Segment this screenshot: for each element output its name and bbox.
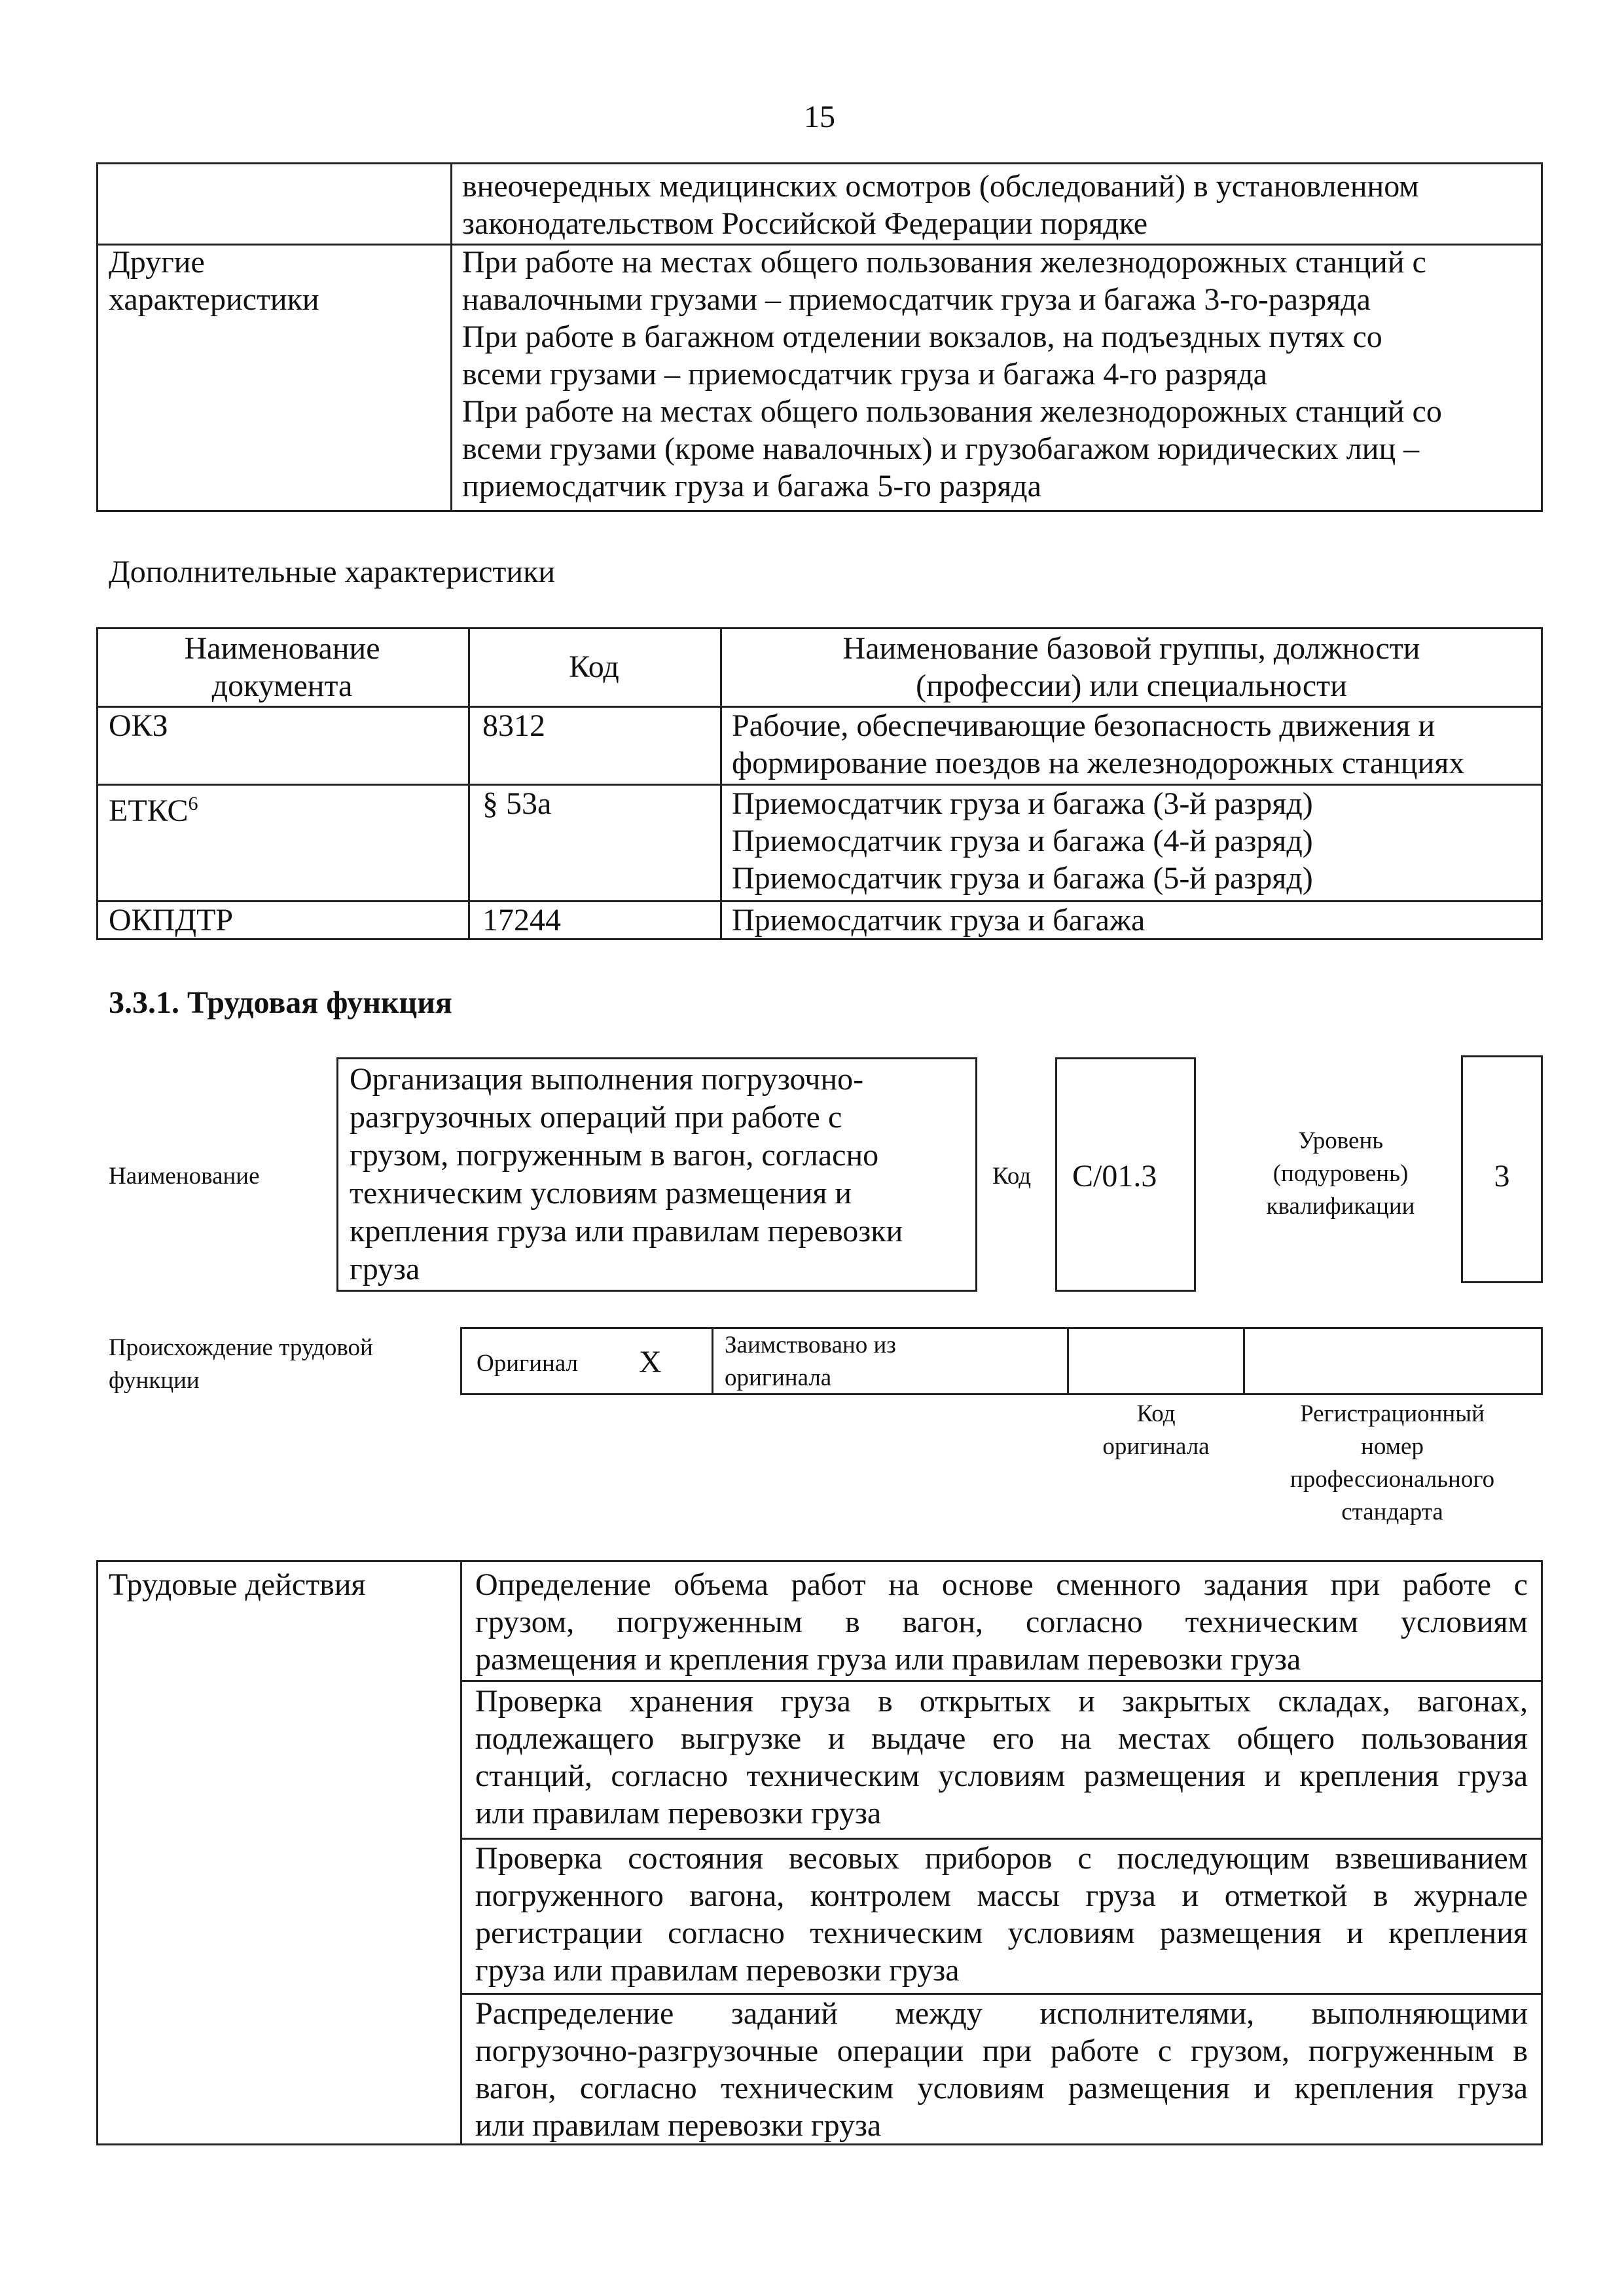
text-line: оригинала bbox=[1102, 1433, 1210, 1460]
text-line: Проверка состояния весовых приборов с последующим взвешиванием bbox=[475, 1841, 1528, 1876]
text-line: Приемосдатчик груза и багажа (4-й разряд) bbox=[732, 824, 1313, 858]
action-item bbox=[475, 1683, 1528, 1832]
row-doc: ОКПДТР bbox=[109, 903, 234, 938]
action-item bbox=[475, 1995, 1528, 2144]
text-line: погрузочно-разгрузочные операции при работе с грузом, погруженным в bbox=[475, 2033, 1528, 2068]
level-label bbox=[1244, 1125, 1437, 1223]
text-line: погруженного вагона, контролем массы груза и отметкой в журнале bbox=[475, 1878, 1528, 1913]
text-line: При работе в багажном отделении вокзалов, на подъездных путях со bbox=[462, 319, 1382, 354]
column-divider bbox=[450, 162, 452, 512]
text-line: При работе на местах общего пользования железнодорожных станций с bbox=[462, 245, 1426, 280]
text-line: приемосдатчик груза и багажа 5-го разряда bbox=[462, 469, 1041, 503]
origin-table bbox=[460, 1327, 1543, 1395]
section-title: 3.3.1. Трудовая функция bbox=[109, 985, 452, 1020]
code-value: C/01.3 bbox=[1072, 1159, 1157, 1194]
original-code-caption bbox=[1067, 1398, 1245, 1463]
text-line: Наименование базовой группы, должности bbox=[842, 631, 1420, 666]
text-line: или правилам перевозки груза bbox=[475, 1796, 882, 1831]
action-item bbox=[475, 1566, 1528, 1678]
column-divider bbox=[1067, 1327, 1069, 1395]
text-line: разгрузочных операций при работе с bbox=[350, 1100, 842, 1135]
original-label: Оригинал bbox=[477, 1350, 579, 1377]
text-line: Регистрационный bbox=[1300, 1400, 1485, 1427]
text-line: всеми грузами – приемосдатчик груза и багажа 4-го разряда bbox=[462, 357, 1267, 392]
text-line: профессионального bbox=[1290, 1466, 1495, 1493]
original-mark: X bbox=[639, 1345, 662, 1379]
text-line: груза или правилам перевозки груза bbox=[475, 1953, 960, 1988]
text-line: грузом, погруженным в вагон, согласно техническим условиям bbox=[475, 1605, 1528, 1639]
text-line: регистрации согласно техническим условиям размещения и крепления bbox=[475, 1916, 1528, 1950]
column-divider bbox=[460, 1560, 462, 2145]
footnote-mark: 6 bbox=[188, 793, 198, 814]
row-doc bbox=[109, 785, 198, 829]
text-line: Приемосдатчик груза и багажа (5-й разряд) bbox=[732, 861, 1313, 896]
text-line: Определение объема работ на основе сменного задания при работе с bbox=[475, 1567, 1528, 1602]
code-label: Код bbox=[992, 1163, 1032, 1190]
row-divider bbox=[460, 1680, 1543, 1682]
text-line: формирование поездов на железнодорожных станциях bbox=[732, 746, 1465, 780]
name-value bbox=[350, 1061, 903, 1288]
text-line: Приемосдатчик груза и багажа (3-й разряд) bbox=[732, 786, 1313, 821]
text-line: (профессии) или специальности bbox=[916, 668, 1347, 703]
other-characteristics-text bbox=[462, 244, 1442, 505]
text-line: Распределение заданий между исполнителями, выполняющими bbox=[475, 1996, 1528, 2031]
row-name bbox=[732, 785, 1313, 897]
text-line: документа bbox=[211, 668, 353, 703]
text-line: функции bbox=[109, 1367, 200, 1394]
page-number: 15 bbox=[804, 100, 835, 134]
text-line: Приемосдатчик груза и багажа bbox=[732, 903, 1146, 938]
borrowed-label bbox=[725, 1329, 896, 1394]
text-line: номер bbox=[1361, 1433, 1424, 1460]
row-doc: ОКЗ bbox=[109, 708, 168, 743]
additional-characteristics-title: Дополнительные характеристики bbox=[109, 555, 556, 589]
other-characteristics-label bbox=[109, 244, 319, 318]
text-line: Уровень bbox=[1297, 1127, 1384, 1154]
text-line: Другие bbox=[109, 245, 205, 280]
text-line: стандарта bbox=[1341, 1499, 1443, 1525]
registration-number-caption bbox=[1263, 1398, 1521, 1529]
doc-name: ЕТКС bbox=[109, 793, 189, 828]
text-line: Заимствовано из bbox=[725, 1332, 896, 1358]
column-divider bbox=[712, 1327, 713, 1395]
text-line: (подуровень) bbox=[1272, 1160, 1409, 1187]
row-name bbox=[732, 902, 1145, 939]
text-line: Организация выполнения погрузочно- bbox=[350, 1062, 864, 1097]
text-line: Наименование bbox=[184, 631, 380, 666]
origin-label bbox=[109, 1332, 373, 1397]
text-line: всеми грузами (кроме навалочных) и грузобагажом юридических лиц – bbox=[462, 431, 1420, 466]
row-name bbox=[732, 707, 1464, 782]
text-line: Код bbox=[569, 649, 619, 684]
row-code: § 53а bbox=[482, 786, 552, 821]
text-line: груза bbox=[350, 1252, 420, 1286]
text-line: Код bbox=[1136, 1400, 1176, 1427]
row-code: 17244 bbox=[482, 903, 561, 938]
column-divider bbox=[1243, 1327, 1245, 1395]
text-line: станций, согласно техническим условиям размещения и крепления груза bbox=[475, 1758, 1528, 1793]
text-line: При работе на местах общего пользования железнодорожных станций со bbox=[462, 394, 1442, 429]
level-value: 3 bbox=[1494, 1159, 1510, 1194]
text-line: Происхождение трудовой bbox=[109, 1334, 373, 1361]
text-line: грузом, погруженным в вагон, согласно bbox=[350, 1138, 879, 1173]
action-item bbox=[475, 1840, 1528, 1989]
medical-exam-text bbox=[462, 168, 1419, 242]
header-group-name bbox=[720, 630, 1543, 704]
header-code bbox=[468, 648, 720, 685]
text-line: законодательством Российской Федерации порядке bbox=[462, 206, 1147, 241]
row-code: 8312 bbox=[482, 708, 545, 743]
text-line: оригинала bbox=[725, 1364, 832, 1391]
header-document bbox=[96, 630, 468, 704]
text-line: квалификации bbox=[1266, 1193, 1415, 1220]
text-line: характеристики bbox=[109, 282, 319, 317]
text-line: крепления груза или правилам перевозки bbox=[350, 1214, 903, 1248]
text-line: вагон, согласно техническим условиям размещения и крепления груза bbox=[475, 2071, 1528, 2105]
actions-label: Трудовые действия bbox=[109, 1567, 366, 1602]
text-line: или правилам перевозки груза bbox=[475, 2108, 882, 2143]
text-line: внеочередных медицинских осмотров (обследований) в установленном bbox=[462, 169, 1419, 204]
text-line: Рабочие, обеспечивающие безопасность движения и bbox=[732, 708, 1435, 743]
text-line: Проверка хранения груза в открытых и закрытых складах, вагонах, bbox=[475, 1684, 1528, 1719]
name-label: Наименование bbox=[109, 1163, 260, 1190]
text-line: навалочными грузами – приемосдатчик груза и багажа 3-го-разряда bbox=[462, 282, 1371, 317]
text-line: подлежащего выгрузке и выдаче его на местах общего пользования bbox=[475, 1721, 1528, 1756]
text-line: техническим условиям размещения и bbox=[350, 1176, 852, 1211]
text-line: размещения и крепления груза или правилам перевозки груза bbox=[475, 1642, 1301, 1677]
